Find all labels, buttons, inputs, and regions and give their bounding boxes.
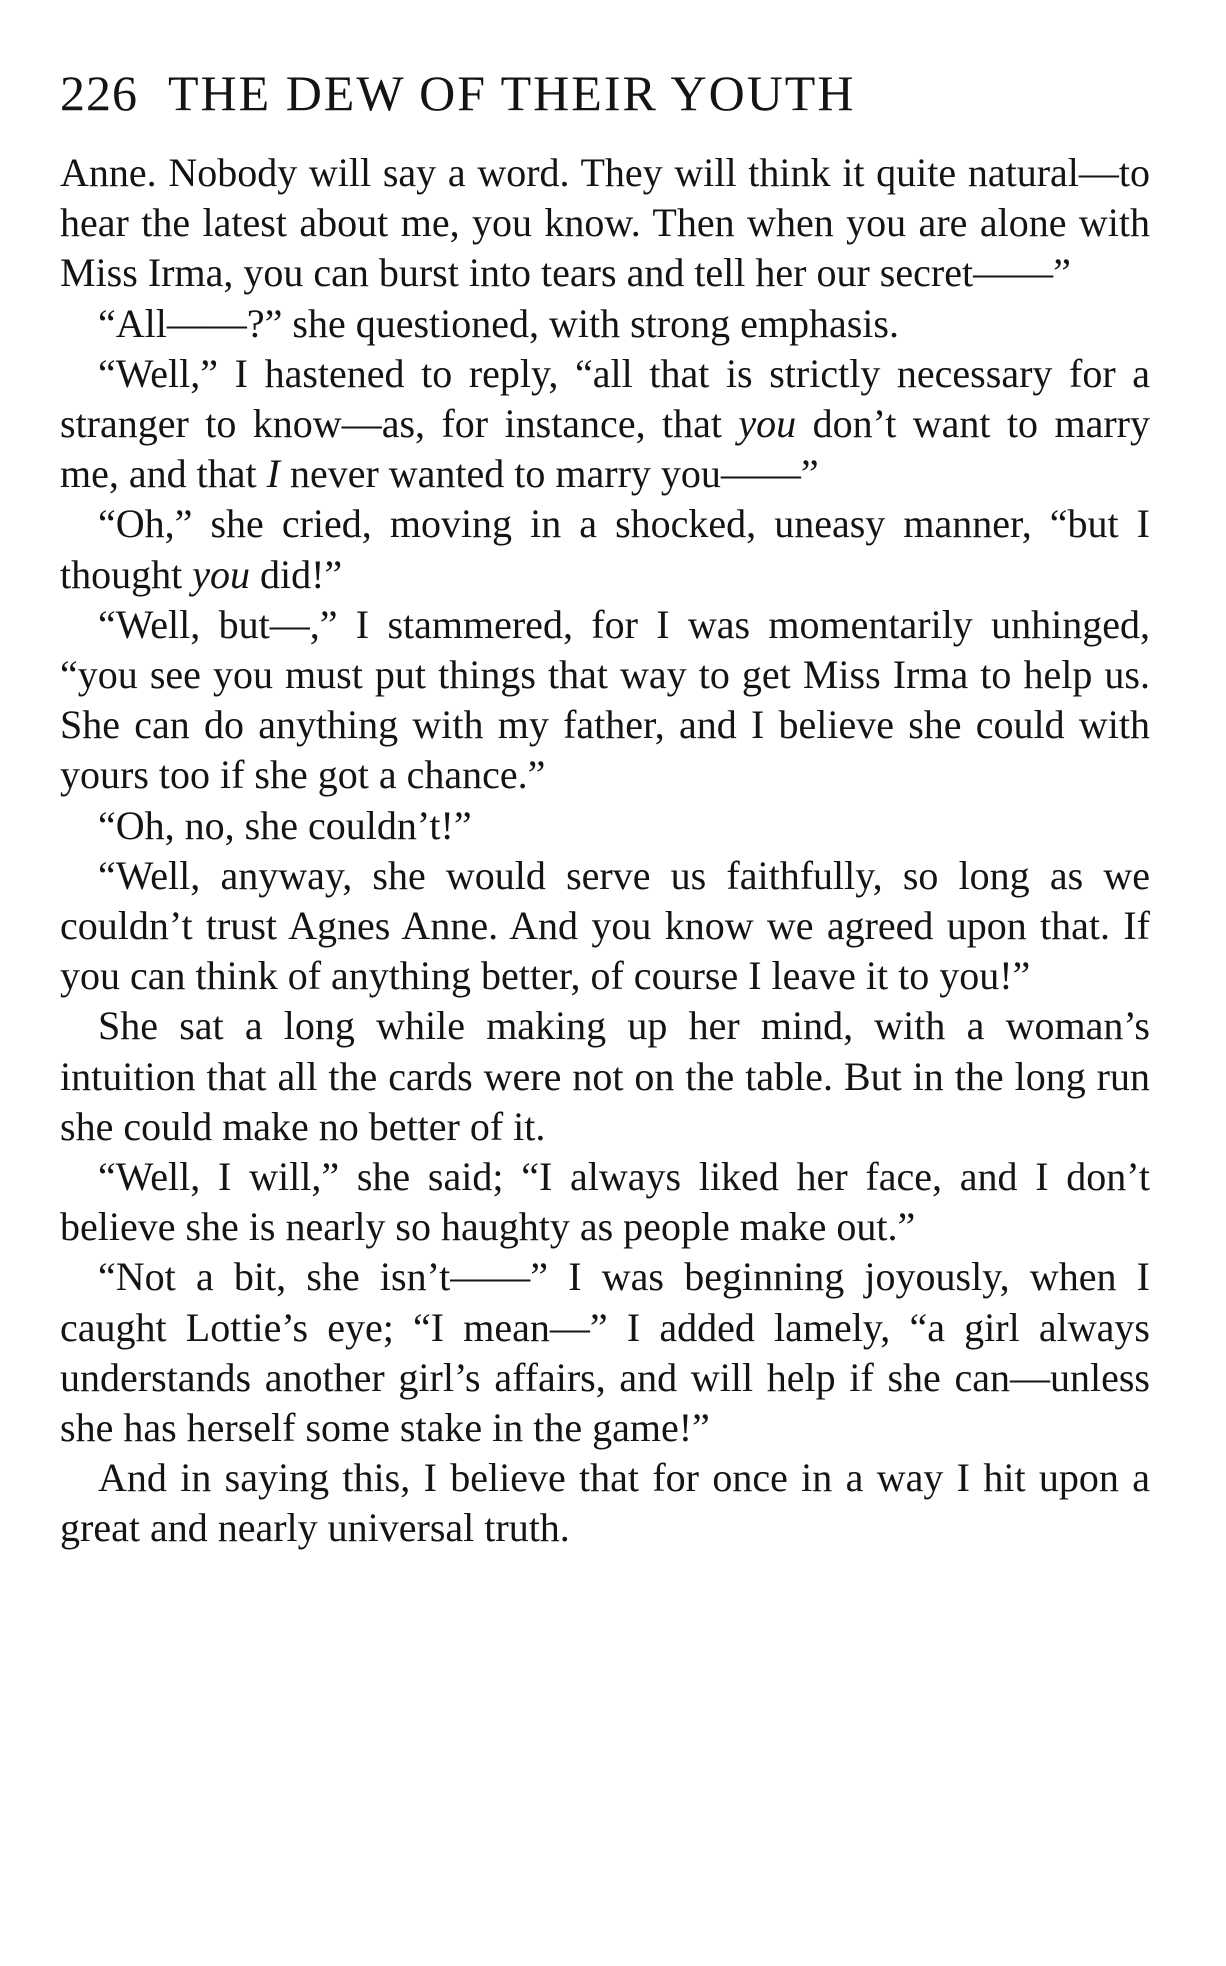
running-title: THE DEW OF THEIR YOUTH [168, 65, 856, 121]
paragraph-10: “Not a bit, she isn’t——” I was beginning joyously, when I caught Lottie’s eye; “I mean—” I added lamely, “a girl always understands another girl’s affairs, and will help if she can—unless she has herself some stake in the game!” [60, 1254, 1150, 1451]
body-text [60, 148, 1150, 1554]
book-page [60, 58, 1150, 1554]
paragraph-9: “Well, I will,” she said; “I always liked her face, and I don’t believe she is nearly so haughty as people make out.” [60, 1154, 1150, 1250]
paragraph-8: She sat a long while making up her mind, with a woman’s intuition that all the cards were not on the table. But in the long run she could make no better of it. [60, 1003, 1150, 1149]
page-number: 226 [60, 65, 138, 121]
paragraph-6: “Oh, no, she couldn’t!” [98, 802, 472, 848]
paragraph-11: And in saying this, I believe that for once in a way I hit upon a great and nearly universal truth. [60, 1455, 1150, 1551]
paragraph-4: “Oh,” she cried, moving in a shocked, uneasy manner, “but I thought you did!” [60, 501, 1150, 597]
paragraph-7: “Well, anyway, she would serve us faithfully, so long as we couldn’t trust Agnes Anne. And you know we agreed upon that. If you can think of anything better, of course I leave it to you!” [60, 852, 1150, 999]
paragraph-1: Anne. Nobody will say a word. They will think it quite natural—to hear the latest about me, you know. Then when you are alone with Miss Irma, you can burst into tears and tell her our secret——” [60, 150, 1150, 296]
running-head [60, 58, 1150, 128]
paragraph-5: “Well, but—,” I stammered, for I was momentarily unhinged, “you see you must put things that way to get Miss Irma to help us. She can do anything with my father, and I believe she could with yours too if she got a chance.” [60, 601, 1150, 798]
paragraph-2: “All——?” she questioned, with strong emphasis. [98, 300, 899, 346]
paragraph-3: “Well,” I hastened to reply, “all that is strictly necessary for a stranger to know—as, for instance, that you don’t want to marry me, and that I never wanted to marry you——” [60, 350, 1150, 497]
